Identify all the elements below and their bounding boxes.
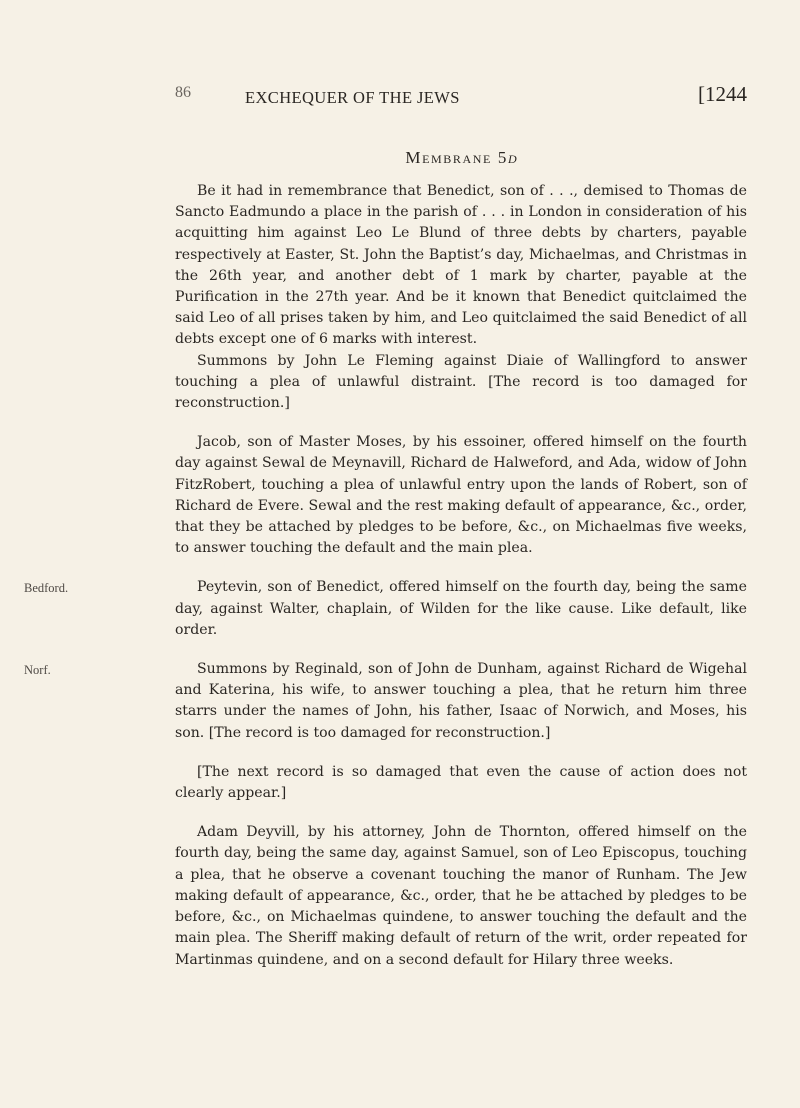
margin-note: Bedford. [24, 581, 69, 596]
record-paragraph [175, 432, 747, 559]
page-number: 86 [175, 84, 191, 101]
paragraph-text: Jacob, son of Master Moses, by his essoiner, offered himself on the fourth day against Sewal de Meynavill, Richard de Halweford, and Ada, widow of John FitzRobert, touching a plea of unlawful entry upon the lands of Robert, son of Richard de Evere. Sewal and the rest making default of appearance, &c., order, that they be attached by pledges to be before, &c., on Michaelmas five weeks, to answer touching the default and the main plea. [175, 434, 747, 557]
paragraph-text: Summons by Reginald, son of John de Dunham, against Richard de Wigehal and Katerina, his wife, to answer touching a plea, that he return him three starrs under the names of John, his father, Isaac of Norwich, and Moses, his son. [The record is too damaged for reconstruction.] [175, 661, 747, 741]
document-body [24, 181, 747, 971]
paragraph-text: Adam Deyvill, by his attorney, John de Thornton, offered himself on the fourth day, being the same day, against Samuel, son of Leo Episcopus, touching a plea, that he observe a covenant touching the manor of Runham. The Jew making default of appearance, &c., order, that he be attached by pledges to be before, &c., on Michaelmas quindene, to answer touching the default and the main plea. The Sheriff making default of return of the writ, order repeated for Martinmas quindene, and on a second default for Hilary three weeks. [175, 824, 747, 968]
record-paragraph [24, 577, 747, 641]
section-heading-suffix: d [507, 148, 517, 167]
paragraph-text: [The next record is so damaged that even the cause of action does not clearly appear.] [175, 763, 747, 802]
paragraph-text: Be it had in remembrance that Benedict, son of . . ., demised to Thomas de Sancto Eadmundo a place in the parish of . . . in London in consideration of his acquitting him against Leo Le Blund of three debts by charters, payable respectively at Easter, St. John the Baptist’s day, Michaelmas, and Christmas in the 26th year, and another debt of 1 mark by charter, payable at the Purification in the 27th year. And be it known that Benedict quitclaimed the said Leo of all prises taken by him, and Leo quitclaimed the said Benedict of all debts except one of 6 marks with interest. [175, 183, 747, 348]
record-paragraph [175, 762, 747, 804]
record-paragraph [175, 351, 747, 415]
margin-note: Norf. [24, 663, 51, 678]
running-title: EXCHEQUER OF THE JEWS [245, 88, 460, 107]
record-paragraph [175, 822, 747, 970]
paragraph-text: Peytevin, son of Benedict, offered himself on the fourth day, being the same day, against Walter, chaplain, of Wilden for the like cause. Like default, like order. [175, 579, 747, 638]
running-head [175, 84, 747, 116]
record-paragraph [24, 659, 747, 744]
paragraph-text: Summons by John Le Fleming against Diaie of Wallingford to answer touching a plea of unlawful distraint. [The record is too damaged for reconstruction.] [175, 352, 747, 412]
record-paragraph [175, 181, 747, 351]
section-heading [175, 148, 747, 168]
running-year: [1244 [698, 82, 747, 106]
section-heading-text: Membrane 5 [405, 148, 508, 167]
